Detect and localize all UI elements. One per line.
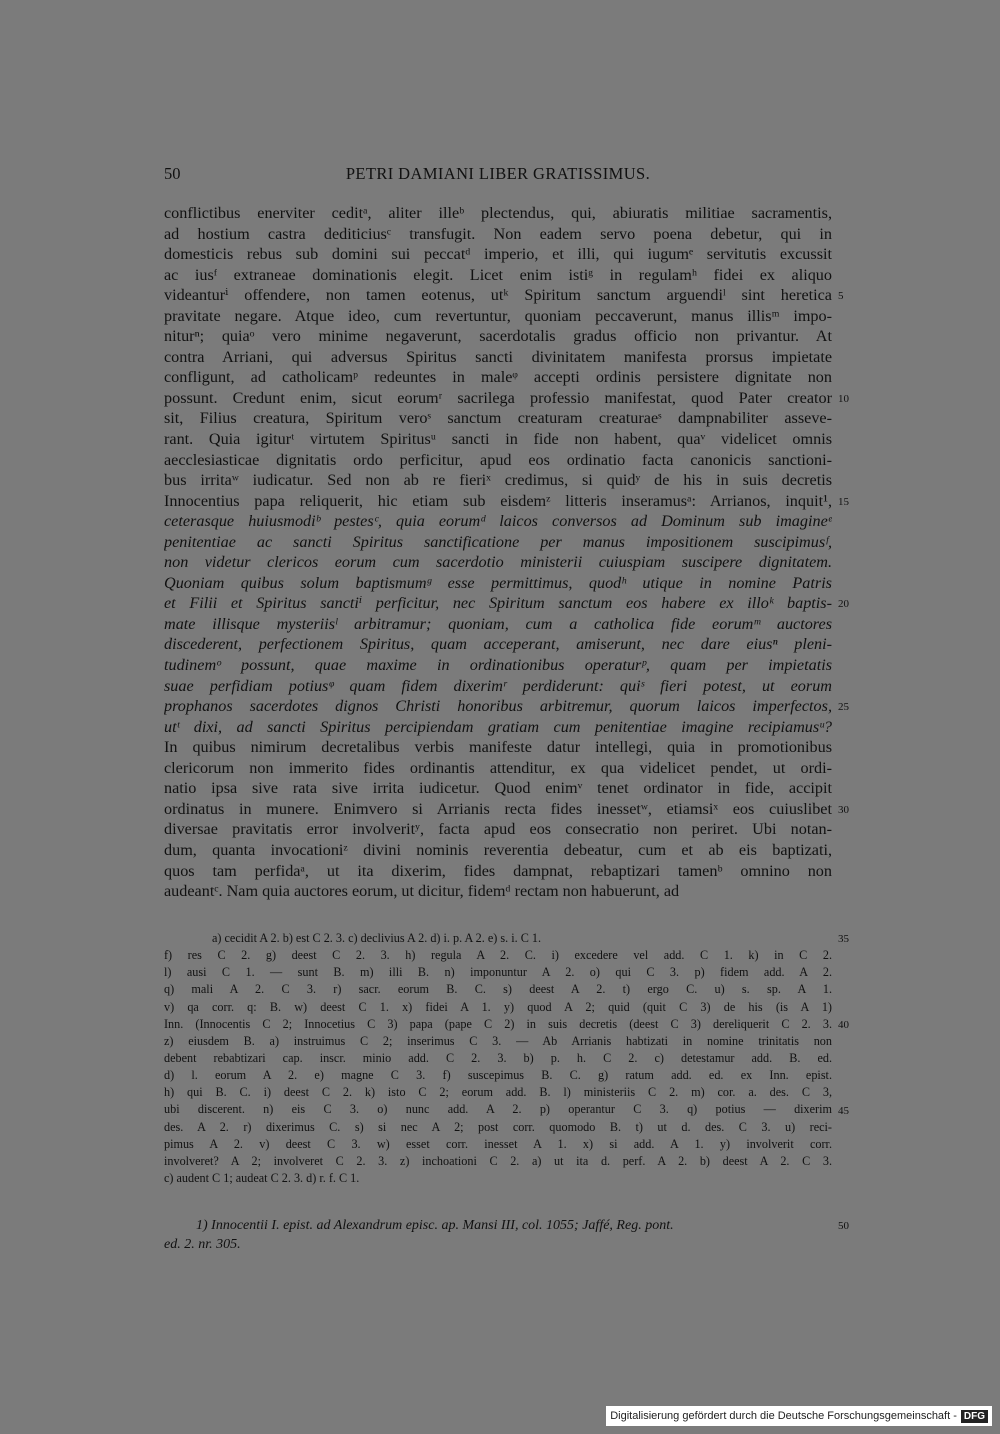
running-title: PETRI DAMIANI LIBER GRATISSIMUS. (345, 164, 651, 183)
main-text (164, 203, 832, 902)
apparatus-line: Inn. (Innocentis C 2; Innocetius C 3) papa (pape C 2) in suis decretis (deest C 3) dereliquerit C 2. 3. (164, 1016, 832, 1031)
text-line: ordinatus in munere. Enimvero si Arrianis recta fides inessetʷ, etiamsiˣ eos cuiuslibet (164, 799, 832, 818)
text-line: utᵗ dixi, ad sancti Spiritus percipiendam gratiam cum penitentiae imagine recipiamusᵘ? (164, 717, 832, 736)
apparatus-line: pimus A 2. v) deest C 3. w) esset corr. inesset A 1. x) si add. A 1. y) involverit corr. (164, 1136, 832, 1151)
text-line: ceterasque huiusmodiᵇ pestesᶜ, quia eorumᵈ laicos conversos ad Dominum sub imagineᵉ (164, 512, 832, 531)
line-number: 10 (838, 392, 849, 405)
text-line: contra Arriani, qui adversus Spiritus sancti divinitatem manifesta prorsus impietate (164, 347, 832, 366)
text-line: audeantᶜ. Nam quia auctores eorum, ut dicitur, fidemᵈ rectam non habuerunt, ad (164, 882, 680, 901)
line-number: 30 (838, 803, 849, 816)
text-line: quos tam perfidaᵃ, ut ita dixerim, fides dampnat, rebaptizari tamenᵇ omnino non (164, 861, 832, 880)
apparatus-line: h) qui B. C. i) deest C 2. k) isto C 2; eorum add. B. l) ministeriis C 2. m) cor. a. des. C 3, (164, 1085, 832, 1100)
text-line: et Filii et Spiritus sanctiⁱ perficitur, nec Spiritum sanctum eos habere ex illoᵏ baptis- (164, 594, 832, 613)
text-line: Innocentius papa reliquerit, hic etiam sub eisdemᶻ litteris inseramusᵃ: Arrianos, inquit¹, (164, 491, 832, 510)
text-line: domesticis rebus sub domini sui peccatᵈ imperio, et illi, qui iugumᵉ servitutis excussit (164, 245, 832, 264)
text-line: pravitate negare. Atque ideo, cum revertuntur, quoniam peccaverunt, manus illisᵐ impo- (164, 306, 832, 325)
footnote (164, 1216, 832, 1254)
page-number: 50 (164, 164, 181, 183)
text-line: prophanos sacerdotes dignos Christi honoribus arbitremur, quorum laicos imperfectos, (164, 697, 832, 716)
text-line: rant. Quia igiturᵗ virtutem Spiritusᵘ sancti in fide non habent, quaᵛ videlicet omnis (164, 430, 832, 449)
text-line: mate illisque mysteriisˡ arbitramur; quoniam, cum a catholica fide eorumᵐ auctores (164, 614, 832, 633)
text-line: conflictibus enerviter ceditᵃ, aliter illeᵇ plectendus, qui, abiuratis militiae sacramentis, (164, 204, 832, 222)
apparatus-line: ubi discerent. n) eis C 3. o) nunc add. A 2. p) operantur C 3. q) potius — dixerim (164, 1102, 832, 1117)
line-number: 40 (838, 1018, 849, 1031)
line-number: 35 (838, 933, 849, 945)
line-number: 45 (838, 1104, 849, 1117)
text-line: suae perfidiam potiusᵠ quam fidem dixerimʳ perdiderunt: quiˢ fieri potest, ut eorum (164, 676, 832, 695)
apparatus-line: involveret? A 2; involveret C 2. 3. z) inchoationi C 2. a) ut ita d. perf. A 2. b) deest A 2. C 3. (164, 1153, 832, 1168)
line-number: 5 (838, 290, 844, 303)
apparatus-line: z) eiusdem B. a) instruimus C 2; inserimus C 3. — Ab Arrianis habtizati in nomine trinitatis non (164, 1033, 832, 1048)
text-line: Quoniam quibus solum baptismumᵍ esse permittimus, quodʰ utique in nomine Patris (164, 573, 832, 592)
text-line: tudinemᵒ possunt, quae maxime in ordinationibus operaturᵖ, quam per impietatis (164, 656, 832, 675)
text-line: In quibus nimirum decretalibus verbis manifeste datur intellegi, quia in promotionibus (164, 738, 832, 757)
text-line: confligunt, ad catholicamᵖ redeuntes in maleᵠ accepti ordinis persistere dignitate non (164, 368, 832, 387)
line-number: 25 (838, 701, 849, 714)
text-line: videanturⁱ offendere, non tamen eotenus, utᵏ Spiritum sanctum arguendiˡ sint heretica (164, 286, 832, 305)
dfg-credit-bar[interactable] (606, 1406, 992, 1426)
apparatus-line: f) res C 2. g) deest C 2. 3. h) regula A 2. C. i) excedere vel add. C 1. k) in C 2. (164, 948, 832, 963)
apparatus-line: c) audent C 1; audeat C 2. 3. d) r. f. C 1. (164, 1170, 360, 1185)
text-line: non videtur clericos eorum cum sacerdotio ministerii cuiuspiam suscipere dignitatem. (164, 553, 832, 572)
apparatus-line: debent rebabtizari cap. inscr. minio add. C 2. 3. b) p. h. C 2. c) detestamur add. B. ed. (164, 1050, 832, 1065)
dfg-logo: DFG (961, 1410, 988, 1423)
text-line: diversae pravitatis error involveritʸ, facta apud eos consecratio non periret. Ubi notan- (164, 820, 832, 839)
text-line: natio ipsa sive rata sive irrita iudicetur. Quod enimᵛ tenet ordinator in fide, accipit (164, 779, 832, 798)
text-line: clericorum non immerito fides ordinantis attenditur, ex qua videlicet pendet, ut ordi- (164, 758, 832, 777)
text-line: ad hostium castra dediticiusᶜ transfugit. Non eadem servo poena debetur, qui in (164, 224, 832, 243)
text-line: ac iusᶠ extraneae dominationis elegit. Licet enim istiᵍ in regulamʰ fidei ex aliquo (164, 265, 832, 284)
line-number: 15 (838, 495, 849, 508)
text-line: aecclesiasticae dignitatis ordo perficitur, apud eos ordinatio facta canonicis sanctioni- (164, 450, 832, 469)
text-line: penitentiae ac sancti Spiritus sanctificatione per manus impositionem suscipimusᶠ, (164, 532, 832, 551)
text-line: dum, quanta invocationiᶻ divini nominis reverentia debeatur, cum et ab eis baptizati, (164, 840, 832, 859)
dfg-credit-text: Digitalisierung gefördert durch die Deutsche Forschungsgemeinschaft - (610, 1410, 957, 1422)
footnote-line: ed. 2. nr. 305. (164, 1237, 241, 1252)
text-line: possunt. Credunt enim, sicut eorumʳ sacrilega professio manifestat, quod Pater creator (164, 388, 832, 407)
apparatus-line: v) qa corr. q: B. w) deest C 1. x) fidei A 1. y) quod A 2; quid (quit C 3) de his (is A 1) (164, 999, 832, 1014)
text-line: niturⁿ; quiaᵒ vero minime negaverunt, sacerdotalis gradus officio non privantur. At (164, 327, 832, 346)
critical-apparatus (164, 930, 832, 1187)
apparatus-line: a) cecidit A 2. b) est C 2. 3. c) declivius A 2. d) i. p. A 2. e) s. i. C 1. (212, 931, 542, 945)
footnote-line: 1) Innocentii I. epist. ad Alexandrum episc. ap. Mansi III, col. 1055; Jaffé, Reg. pont. (196, 1218, 674, 1233)
apparatus-line: l) ausi C 1. — sunt B. m) illi B. n) imponuntur A 2. o) qui C 3. p) fidem add. A 2. (164, 965, 832, 980)
text-line: sit, Filius creatura, Spiritum veroˢ sanctum creaturam creaturaeˢ dampnabiliter asseve- (164, 409, 832, 428)
line-number: 20 (838, 598, 849, 611)
apparatus-line: des. A 2. r) dixerimus C. s) si nec A 2; post corr. quomodo B. t) ut d. des. C 3. u) reci- (164, 1119, 832, 1134)
page-header (164, 164, 832, 186)
text-line: bus irritaʷ iudicatur. Sed non ab re fieriˣ credimus, si quidʸ de his in suis decretis (164, 471, 832, 490)
apparatus-line: q) mali A 2. C 3. r) sacr. eorum B. C. s) deest A 2. t) ergo C. u) s. sp. A 1. (164, 982, 832, 997)
line-number: 50 (838, 1220, 849, 1232)
text-line: discederent, perfectionem Spiritus, quam acceperant, amiserunt, nec dare eiusⁿ pleni- (164, 635, 832, 654)
apparatus-line: d) l. eorum A 2. e) magne C 3. f) suscepimus B. C. g) ratum add. ed. ex Inn. epist. (164, 1068, 832, 1083)
